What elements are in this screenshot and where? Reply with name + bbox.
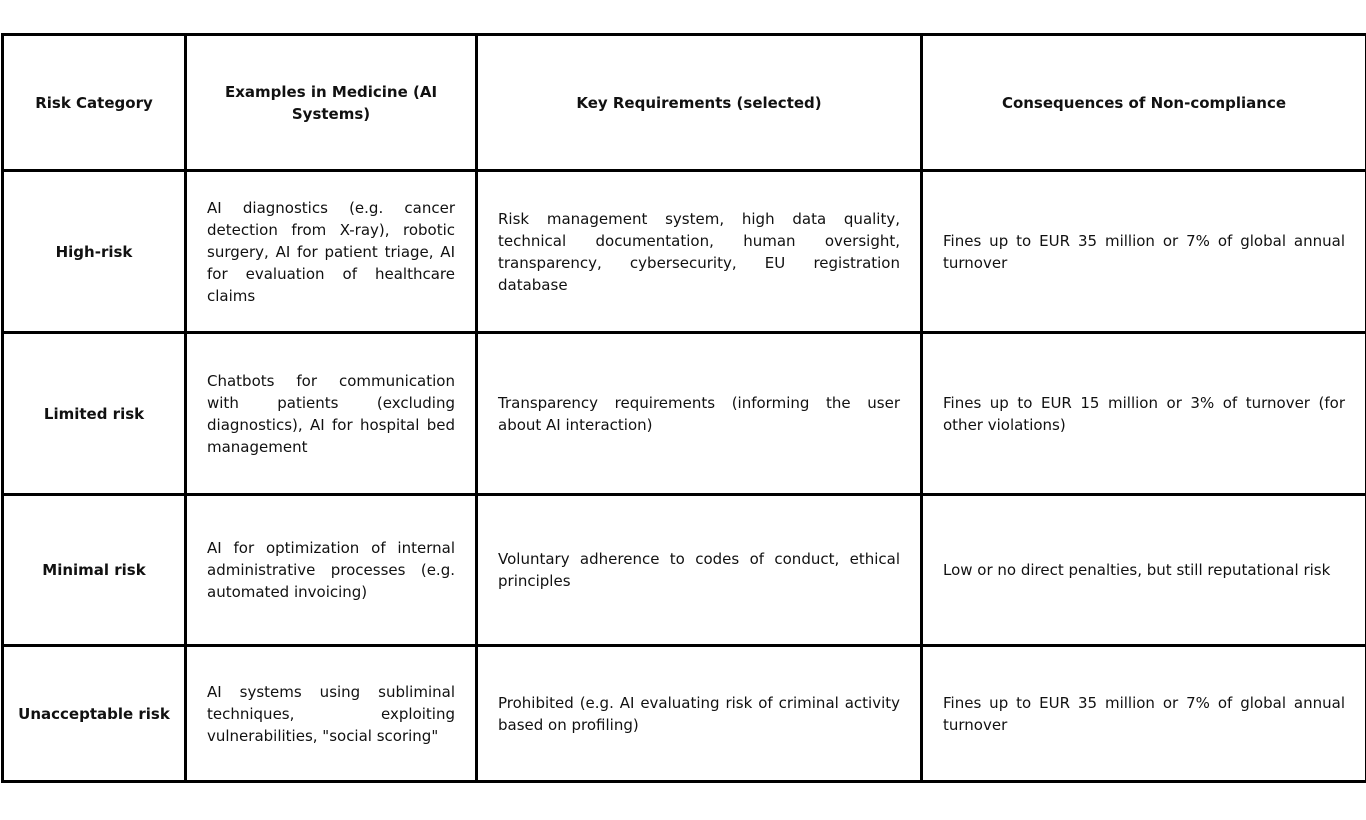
requirements-cell: Prohibited (e.g. AI evaluating risk of criminal activity based on profiling) [477,646,922,782]
examples-cell: AI systems using subliminal techniques, exploiting vulnerabilities, "social scoring" [186,646,477,782]
header-consequences: Consequences of Non-compliance [922,35,1366,171]
header-key-requirements: Key Requirements (selected) [477,35,922,171]
table-row-high-risk [3,171,1366,333]
risk-category-cell: Unacceptable risk [3,646,186,782]
consequences-cell: Fines up to EUR 35 million or 7% of global annual turnover [922,646,1366,782]
risk-category-cell: Limited risk [3,333,186,495]
risk-category-cell: Minimal risk [3,495,186,646]
requirements-cell: Risk management system, high data quality, technical documentation, human oversight, transparency, cybersecurity, EU registration database [477,171,922,333]
table-header-row [3,35,1366,171]
requirements-cell: Transparency requirements (informing the user about AI interaction) [477,333,922,495]
table-row-minimal-risk [3,495,1366,646]
header-risk-category: Risk Category [3,35,186,171]
consequences-cell: Low or no direct penalties, but still reputational risk [922,495,1366,646]
consequences-cell: Fines up to EUR 15 million or 3% of turnover (for other violations) [922,333,1366,495]
requirements-cell: Voluntary adherence to codes of conduct, ethical principles [477,495,922,646]
risk-category-table [1,33,1366,783]
examples-cell: Chatbots for communication with patients (excluding diagnostics), AI for hospital bed management [186,333,477,495]
header-examples-in-medicine: Examples in Medicine (AI Systems) [186,35,477,171]
table-row-limited-risk [3,333,1366,495]
consequences-cell: Fines up to EUR 35 million or 7% of global annual turnover [922,171,1366,333]
examples-cell: AI for optimization of internal administrative processes (e.g. automated invoicing) [186,495,477,646]
table-row-unacceptable-risk [3,646,1366,782]
examples-cell: AI diagnostics (e.g. cancer detection from X-ray), robotic surgery, AI for patient triage, AI for evaluation of healthcare claims [186,171,477,333]
risk-category-cell: High-risk [3,171,186,333]
